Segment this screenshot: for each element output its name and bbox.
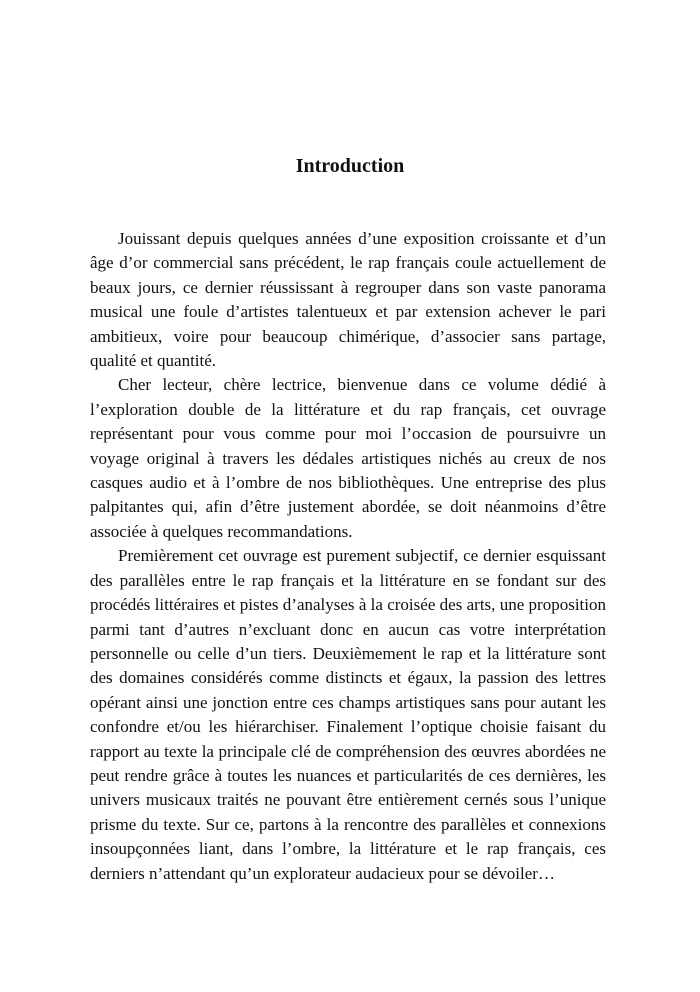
paragraph-1: Jouissant depuis quelques années d’une exposition croissante et d’un âge d’or commercial sans précédent, le rap français coule actuellement de beaux jours, ce dernier réussissant à regrouper dans son vaste panorama musical une foule d’artistes talentueux et par extension achever le pari ambitieux, voire pour beaucoup chimérique, d’associer sans partage, qualité et quantité. <box>90 229 606 371</box>
document-body <box>90 227 606 886</box>
paragraph-2: Cher lecteur, chère lectrice, bienvenue dans ce volume dédié à l’exploration double de la littérature et du rap français, cet ouvrage représentant pour vous comme pour moi l’occasion de poursuivre un voyage original à travers les dédales artistiques nichés au creux de nos casques audio et à l’ombre de nos bibliothèques. Une entreprise des plus palpitantes qui, afin d’être justement abordée, se doit néanmoins d’être associée à quelques recommandations. <box>90 375 606 541</box>
paragraph-3: Premièrement cet ouvrage est purement subjectif, ce dernier esquissant des parallèles entre le rap français et la littérature en se fondant sur des procédés littéraires et pistes d’analyses à la croisée des arts, une proposition parmi tant d’autres n’excluant donc en aucun cas votre interprétation personnelle ou celle d’un tiers. Deuxièmement le rap et la littérature sont des domaines considérés comme distincts et égaux, la passion des lettres opérant ainsi une jonction entre ces champs artistiques sans pour autant les confondre et/ou les hiérarchiser. Finalement l’optique choisie faisant du rapport au texte la principale clé de compréhension des œuvres abordées ne peut rendre grâce à toutes les nuances et particularités de ces dernières, les univers musicaux traités ne pouvant être entièrement cernés sous l’unique prisme du texte. Sur ce, partons à la rencontre des parallèles et connexions insoupçonnées liant, dans l’ombre, la littérature et le rap français, ces derniers n’attendant qu’un explorateur audacieux pour se dévoiler… <box>90 546 606 883</box>
page-title: Introduction <box>295 155 405 177</box>
